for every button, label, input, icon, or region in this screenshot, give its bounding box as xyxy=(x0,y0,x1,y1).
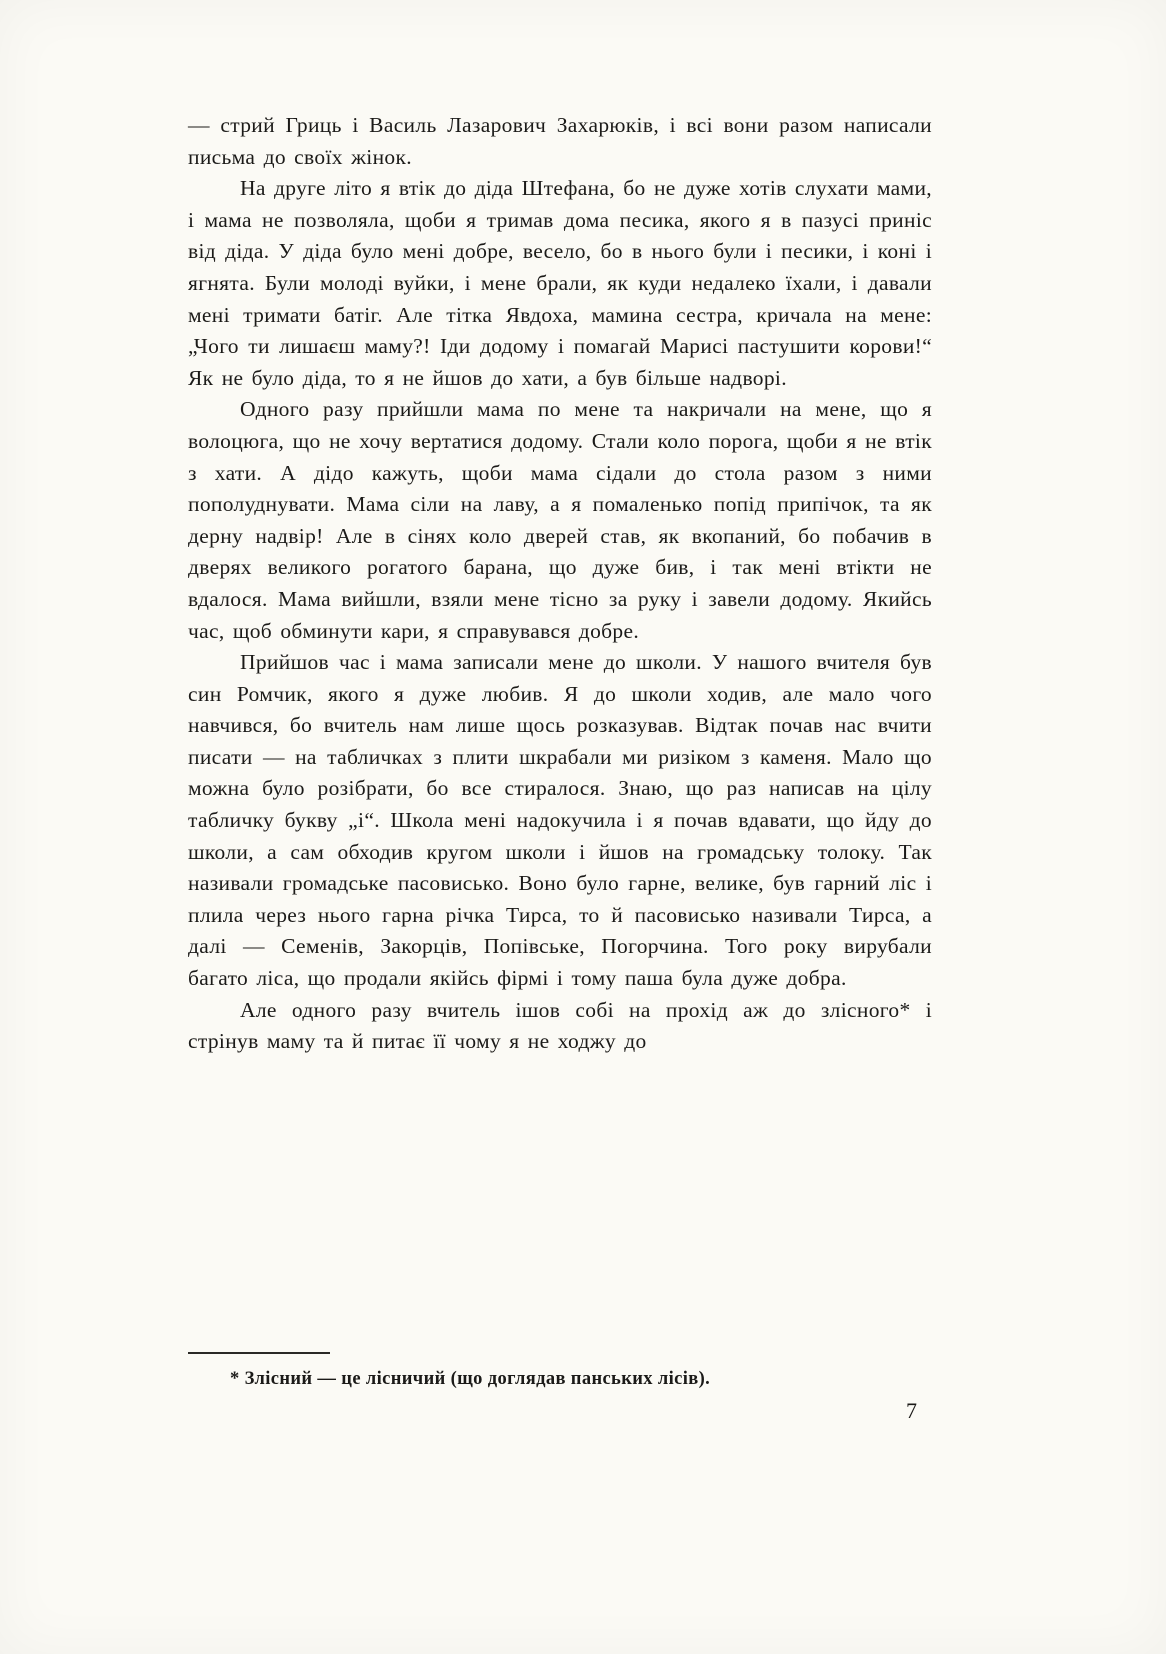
text-block xyxy=(188,110,932,1058)
footnote: * Злісний — це лісничий (що доглядав панських лісів). xyxy=(230,1369,711,1389)
paragraph: Одного разу прийшли мама по мене та накричали на мене, що я волоцюга, що не хочу вертатися додому. Стали коло порога, щоби я не втік з хати. А дідо кажуть, щоби мама сідали до стола разом з ними пополуднувати. Мама сіли на лаву, а я помаленько попід припічок, та як дерну надвір! Але в сінях коло дверей став, як вкопаний, бо побачив в дверях великого рогатого барана, що дуже бив, і так мені втікти не вдалося. Мама вийшли, взяли мене тісно за руку і завели додому. Якийсь час, щоб обминути кари, я справувався добре. xyxy=(188,397,932,643)
paragraph: Але одного разу вчитель ішов собі на прохід аж до злісного* і стрінув маму та й питає її чому я не ходжу до xyxy=(188,997,932,1054)
paragraph: — стрий Гриць і Василь Лазарович Захарюків, і всі вони разом написали письма до своїх жінок. xyxy=(188,113,932,169)
page-number: 7 xyxy=(906,1398,918,1423)
paragraph: Прийшов час і мама записали мене до школи. У нашого вчителя був син Ромчик, якого я дуже любив. Я до школи ходив, але мало чого навчився, бо вчитель нам лише щось розказував. Відтак почав нас вчити писати — на табличках з плити шкрабали ми ризіком з каменя. Мало що можна було розібрати, бо все стиралося. Знаю, що раз написав на цілу табличку букву „і“. Школа мені надокучила і я почав вдавати, що йду до школи, а сам обходив кругом школи і йшов на громадську толоку. Так називали громадське пасовисько. Воно було гарне, велике, був гарний ліс і плила через нього гарна річка Тирса, то й пасовисько називали Тирса, а далі — Семенів, Закорців, Попівське, Погорчина. Того року вирубали багато ліса, що продали якійсь фірмі і тому паша була дуже добра. xyxy=(188,650,932,991)
footnote-divider xyxy=(188,1352,330,1354)
paragraph: На друге літо я втік до діда Штефана, бо не дуже хотів слухати мами, і мама не позволяла, щоби я тримав дома песика, якого я в пазусі приніс від діда. У діда було мені добре, весело, бо в нього були і песики, і коні і ягнята. Були молоді вуйки, і мене брали, як куди недалеко їхали, і давали мені тримати батіг. Але тітка Явдоха, мамина сестра, кричала на мене: „Чого ти лишаєш маму?! Іди додому і помагай Марисі пастушити корови!“ Як не було діда, то я не йшов до хати, а був більше надворі. xyxy=(188,176,932,390)
